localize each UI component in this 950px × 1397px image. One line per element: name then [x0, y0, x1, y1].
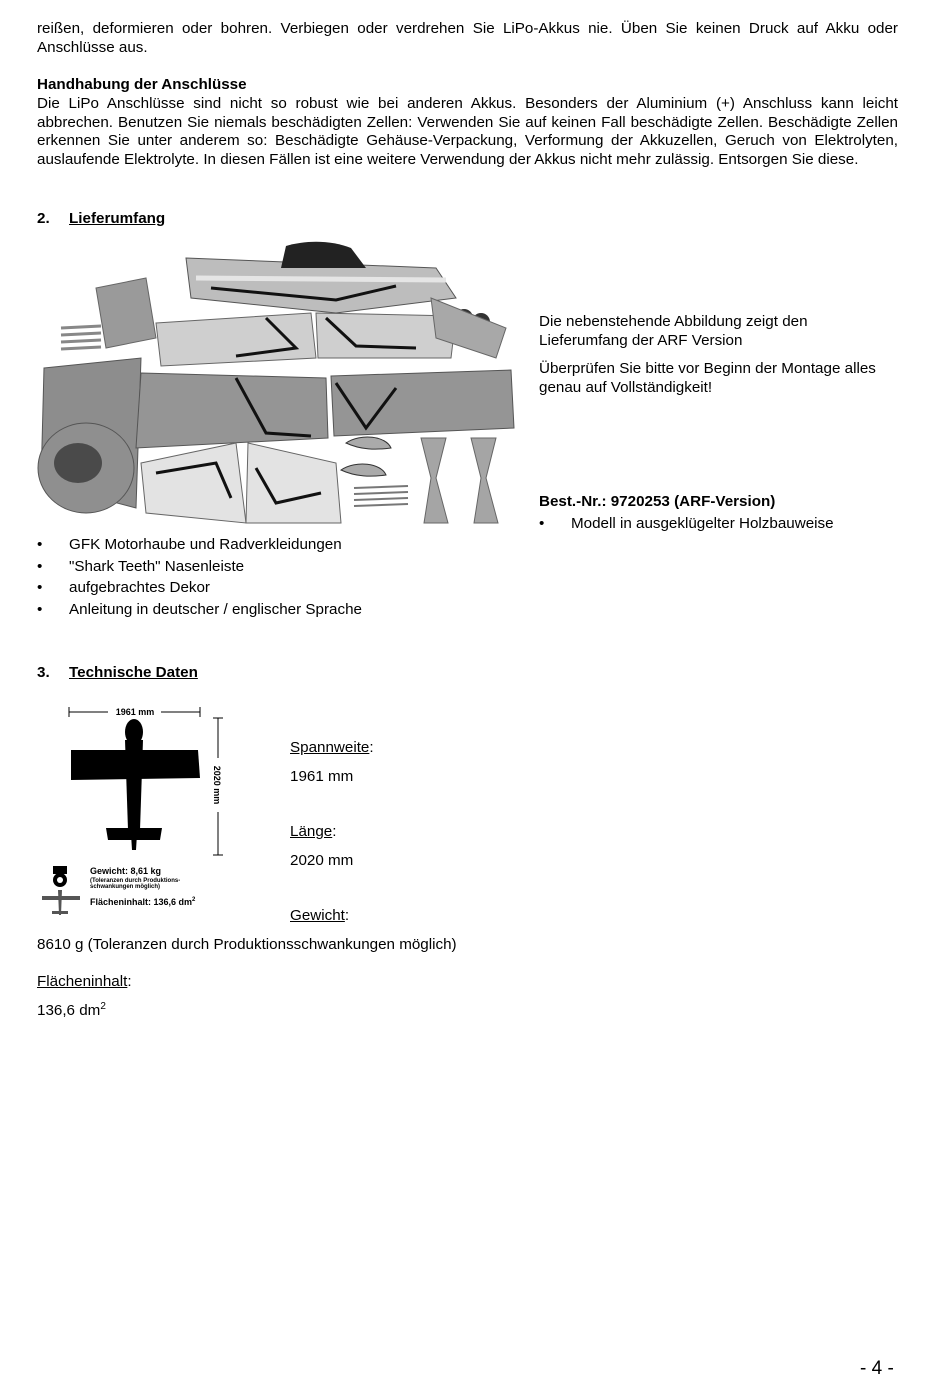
- length-colon: :: [332, 823, 337, 840]
- kit-bullets: [37, 536, 362, 622]
- page-number: - 4 -: [860, 1358, 894, 1379]
- section-2-title: Lieferumfang: [69, 210, 166, 227]
- section-3-title: Technische Daten: [69, 664, 198, 681]
- kit-contents-image: [36, 238, 518, 528]
- list-item: • Modell in ausgeklügelter Holzbauweise: [539, 515, 834, 537]
- section-3-number: 3.: [37, 664, 50, 681]
- diagram-tolerance-line-1: (Toleranzen durch Produktions-: [90, 878, 181, 884]
- weight-heading: Gewicht: [290, 907, 345, 924]
- section-3-heading: [37, 664, 198, 683]
- list-item: • GFK Motorhaube und Radverkleidungen: [37, 536, 362, 558]
- span-dimension-label: 1961 mm: [115, 707, 155, 717]
- stabilizer-parts: [141, 443, 341, 523]
- span-colon: :: [369, 739, 374, 756]
- area-heading: Flächeninhalt: [37, 973, 128, 990]
- weight-value: 8610 g (Toleranzen durch Produktionsschwankungen möglich): [37, 936, 457, 953]
- airplane-silhouette-icon: [71, 719, 200, 850]
- list-item: • "Shark Teeth" Nasenleiste: [37, 558, 362, 580]
- connectors-heading: Handhabung der Anschlüsse: [37, 76, 247, 93]
- diagram-area-text: Flächeninhalt: 136,6 dm: [90, 897, 193, 907]
- rudder-part: [96, 278, 156, 348]
- length-dimension-label: 2020 mm: [212, 765, 222, 805]
- fuselage-part: [186, 242, 456, 313]
- span-heading-row: [290, 739, 374, 758]
- length-heading-row: [290, 823, 336, 842]
- order-bullets: [539, 515, 834, 537]
- weight-colon: :: [344, 907, 350, 924]
- diagram-tolerance-line-2: schwankungen möglich): [90, 884, 161, 890]
- area-colon: :: [127, 973, 132, 990]
- kit-caption-2: Überprüfen Sie bitte vor Beginn der Montage alles genau auf Vollständigkeit!: [539, 360, 876, 396]
- diagram-area-label: [90, 897, 196, 907]
- span-heading: Spannweite: [290, 739, 370, 756]
- kit-caption-1: Die nebenstehende Abbildung zeigt den Lieferumfang der ARF Version: [539, 313, 808, 349]
- cowl-part: [38, 423, 134, 513]
- list-item: • aufgebrachtes Dekor: [37, 579, 362, 601]
- area-value: 136,6 dm: [37, 1002, 101, 1019]
- area-heading-row: [37, 973, 132, 992]
- scale-icon: [42, 866, 80, 915]
- cabane-parts: [421, 438, 498, 523]
- intro-paragraph: reißen, deformieren oder bohren. Verbiegen oder verdrehen Sie LiPo-Akkus nie. Üben Sie keinen Druck auf Akku oder Anschlüsse aus.: [37, 20, 898, 56]
- dimensions-diagram: [36, 700, 236, 925]
- area-sup: 2: [100, 1000, 106, 1012]
- section-2-number: 2.: [37, 210, 50, 227]
- wheel-pant-parts: [341, 437, 391, 476]
- diagram-area-sup: 2: [192, 897, 196, 903]
- section-2-heading: [37, 210, 165, 229]
- diagram-weight-label: Gewicht: 8,61 kg: [90, 866, 162, 876]
- weight-heading-row: [290, 907, 349, 926]
- strut-parts: [61, 326, 101, 349]
- order-number: Best.-Nr.: 9720253 (ARF-Version): [539, 493, 776, 510]
- hardware-parts: [354, 486, 408, 506]
- length-value: 2020 mm: [290, 852, 354, 869]
- length-heading: Länge: [290, 823, 333, 840]
- area-value-row: [37, 1002, 106, 1021]
- span-value: 1961 mm: [290, 768, 354, 785]
- connectors-paragraph: Die LiPo Anschlüsse sind nicht so robust wie bei anderen Akkus. Besonders der Aluminium (+) Anschluss kann leicht abbrechen. Benutzen Sie niemals beschädigten Zellen: Verwenden Sie auf keinen Fall beschädigte Zellen. Beschädigte Zellen erkennen Sie unter anderem so: Beschädigte Gehäuse-Verpackung, Verformung der Akkuzellen, Geruch von Elektrolyten, auslaufende Elektrolyte. In diesen Fällen ist eine weitere Verwendung der Akkus nicht mehr zulässig. Entsorgen Sie diese.: [37, 95, 898, 168]
- list-item: • Anleitung in deutscher / englischer Sprache: [37, 601, 362, 623]
- upper-wing-parts: [156, 313, 456, 366]
